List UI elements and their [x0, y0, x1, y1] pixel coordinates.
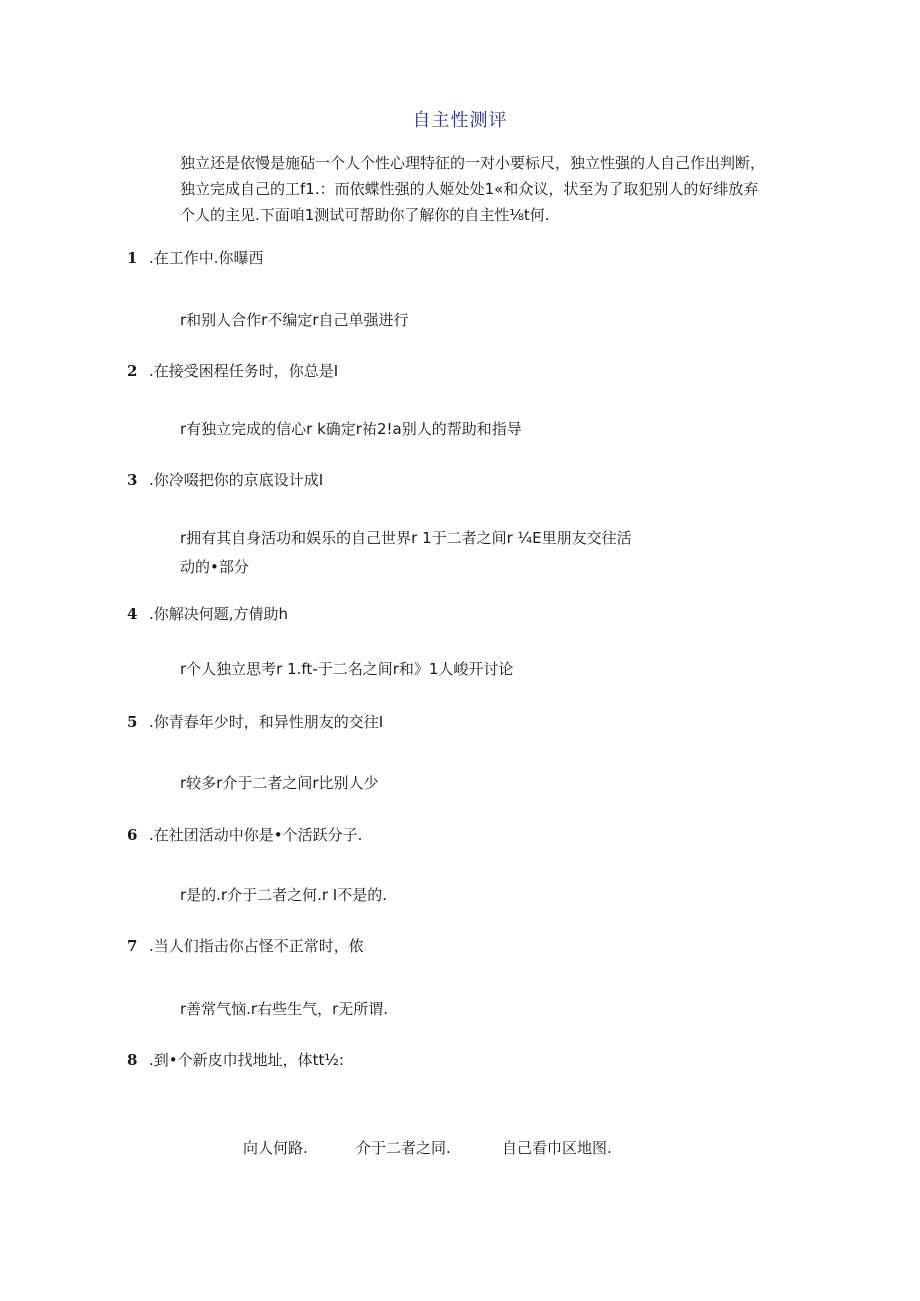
question-3	[127, 469, 323, 490]
question-1-options: r和别人合作r不编定r自己单强进行	[180, 311, 409, 329]
question-text: .在社团活动中你是•个活跃分子.	[149, 826, 363, 844]
question-text: .你解决何题,方倩助h	[149, 605, 289, 623]
question-8-option-b: 介于二者之同.	[356, 1139, 451, 1157]
question-number: 4	[127, 605, 138, 623]
question-8	[127, 1049, 344, 1070]
question-7	[127, 935, 364, 956]
question-number: 8	[127, 1051, 138, 1069]
question-text: .在工作中.你曝西	[149, 249, 264, 267]
intro-paragraph	[180, 150, 780, 228]
page-title: 自主性测评	[412, 110, 508, 131]
question-text: .到•个新皮巾找地址，体tt½:	[149, 1051, 344, 1069]
question-2	[127, 360, 338, 381]
intro-line: 个人的主见.下面咱1测试可帮助你了解你的自主性⅛t何.	[180, 206, 550, 224]
question-7-options: r善常气恼.r右些生气，r无所谓.	[180, 1000, 389, 1018]
intro-line: 独立还是依慢是施砧一个人个性心理特征的一对小要标尺，独立性强的人自己作出判断，	[180, 154, 766, 172]
question-number: 7	[127, 937, 138, 955]
question-4	[127, 603, 288, 624]
question-2-options: r有独立完成的信心r k确定r祐2!a别人的帮助和指导	[180, 420, 522, 438]
question-5-options: r较多r介于二者之间r比别人少	[180, 774, 379, 792]
intro-line: 独立完成自己的工f1.：而依蝶性强的人姬处处1«和众议，状至为了取犯别人的好绯放弃	[180, 180, 759, 198]
question-number: 1	[127, 249, 138, 267]
question-8-option-c: 自己看巾区地图.	[502, 1139, 612, 1157]
question-8-option-a: 向人何路.	[243, 1139, 308, 1157]
question-3-options: r拥有其自身活功和娱乐的自己世界r 1于二者之间r ¼E里朋友交往活	[180, 529, 632, 547]
question-5	[127, 711, 383, 732]
question-number: 2	[127, 362, 138, 380]
question-text: .当人们指击你占怪不正常时，侬	[149, 937, 364, 955]
question-4-options: r个人独立思考r 1.ft-于二名之间r和》1人峻开讨论	[180, 660, 514, 678]
question-text: .在接受困程任务时，你总是I	[149, 362, 339, 380]
question-text: .你冷啜把你的京底设计成I	[149, 471, 324, 489]
question-text: .你青春年少时，和异性朋友的交往I	[149, 713, 384, 731]
question-number: 3	[127, 471, 138, 489]
question-number: 5	[127, 713, 138, 731]
question-3-options-continued: 动的•部分	[180, 558, 249, 576]
question-6-options: r是的.r介于二者之何.r I不是的.	[180, 886, 387, 904]
question-number: 6	[127, 826, 138, 844]
question-1	[127, 247, 264, 268]
question-6	[127, 824, 362, 845]
